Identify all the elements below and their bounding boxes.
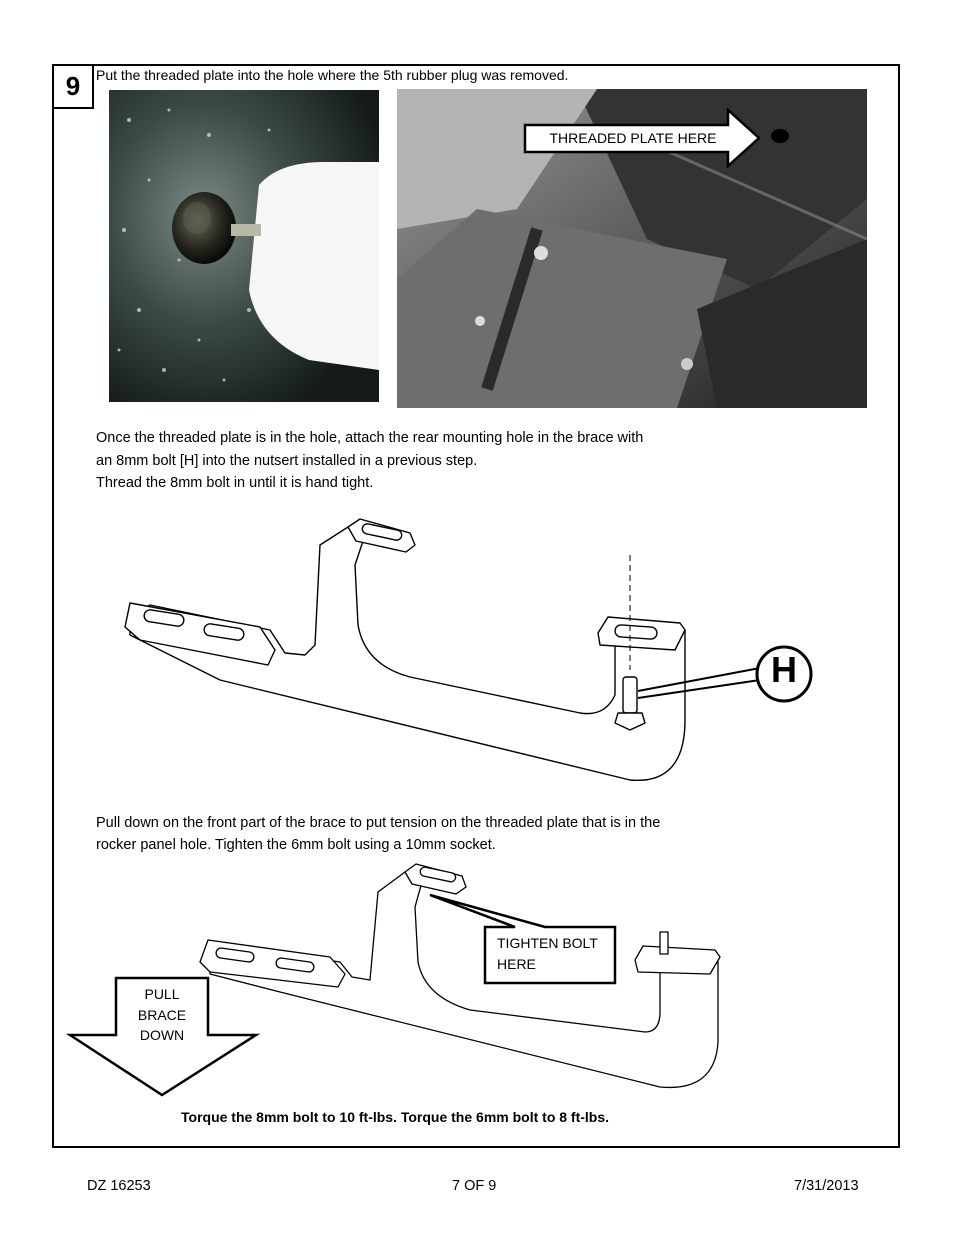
tighten-label-line1: TIGHTEN BOLT [497, 935, 598, 951]
step-number: 9 [52, 64, 94, 109]
para2-line3: Thread the 8mm bolt in until it is hand tight. [96, 475, 374, 491]
photo-threaded-plate-closeup [109, 90, 379, 402]
tighten-bolt-label [497, 933, 598, 975]
threaded-plate-label: THREADED PLATE HERE [549, 130, 717, 146]
para3-line2: rocker panel hole. Tighten the 6mm bolt using a 10mm socket. [96, 837, 496, 853]
pull-label-line2: BRACE [137, 1006, 187, 1023]
pull-label-line3: DOWN [139, 1027, 185, 1043]
pull-label-line1: PULL [144, 986, 180, 1002]
footer-doc-number: DZ 16253 [87, 1178, 151, 1194]
footer-date: 7/31/2013 [794, 1178, 859, 1194]
para2-line2: an 8mm bolt [H] into the nutsert installed in a previous step. [96, 453, 478, 469]
brace-diagram-bolt-h [110, 505, 830, 795]
footer-page-number: 7 OF 9 [452, 1178, 497, 1194]
para2-line1: Once the threaded plate is in the hole, attach the rear mounting hole in the brace with [96, 430, 644, 446]
tighten-label-line2: HERE [497, 956, 536, 972]
pull-brace-label [118, 984, 206, 1046]
torque-note: Torque the 8mm bolt to 10 ft-lbs. Torque the 6mm bolt to 8 ft-lbs. [181, 1109, 610, 1125]
part-label-h: H [771, 649, 797, 690]
intro-text: Put the threaded plate into the hole where the 5th rubber plug was removed. [96, 67, 569, 83]
para3-line1: Pull down on the front part of the brace to put tension on the threaded plate that is in the [96, 815, 661, 831]
